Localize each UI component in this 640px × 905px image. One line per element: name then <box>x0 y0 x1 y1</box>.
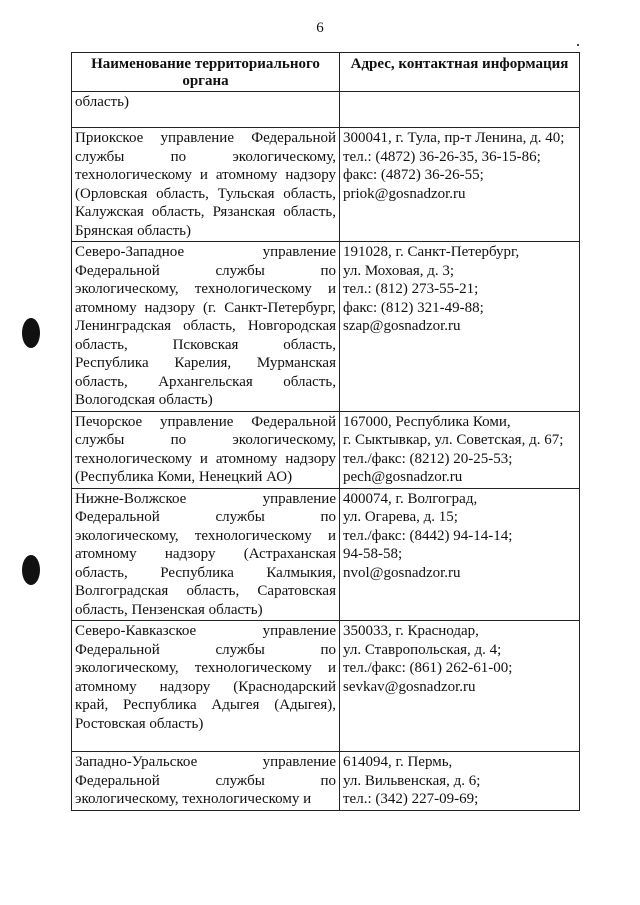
table-row <box>72 128 580 242</box>
header-address: Адрес, контактная информация <box>340 53 580 92</box>
table-row <box>72 411 580 488</box>
contact-info <box>340 752 580 811</box>
address-line: priok@gosnadzor.ru <box>343 185 466 202</box>
contact-info <box>340 488 580 621</box>
name-line: Федеральной службы по <box>75 509 336 525</box>
table-row <box>72 621 580 752</box>
address-line: 350033, г. Краснодар, <box>343 623 479 639</box>
address-line: ул. Вильвенская, д. 6; <box>343 772 481 789</box>
name-line: область, Пензенская область) <box>75 601 263 618</box>
name-line: (Орловская область, Тульская область, <box>75 185 336 202</box>
name-line: Печорское управление Федеральной <box>75 413 336 430</box>
table-row <box>72 752 580 811</box>
territorial-body-name <box>72 411 340 488</box>
name-line: экологическому, технологическому и <box>75 791 312 807</box>
address-line: nvol@gosnadzor.ru <box>343 564 461 581</box>
page-number: 6 <box>316 20 324 36</box>
address-line: pech@gosnadzor.ru <box>343 469 463 485</box>
name-line: атомному надзору (Краснодарский <box>75 678 336 695</box>
address-line: 300041, г. Тула, пр-т Ленина, д. 40; <box>343 130 565 146</box>
name-line: технологическому и атомному надзору <box>75 167 336 183</box>
name-line: Брянская область) <box>75 222 192 239</box>
address-line: тел.: (4872) 36-26-35, 36-15-86; <box>343 148 541 165</box>
address-line: 614094, г. Пермь, <box>343 754 453 770</box>
territorial-body-name <box>72 752 340 811</box>
name-line: экологическому, технологическому и <box>75 281 336 297</box>
table-row <box>72 242 580 412</box>
name-line: атомному надзору (Астраханская <box>75 546 336 562</box>
punch-hole-top <box>22 318 40 348</box>
contact-info <box>340 92 580 128</box>
name-line: Вологодская область) <box>75 392 213 408</box>
address-line: тел./факс: (8442) 94-14-14; <box>343 527 513 544</box>
name-line: Федеральной службы по <box>75 262 336 279</box>
name-line: Федеральной службы по <box>75 641 336 658</box>
name-line: технологическому и атомному надзору <box>75 450 336 467</box>
name-line: Северо-Западное управление <box>75 244 336 260</box>
name-line: экологическому, технологическому и <box>75 527 336 544</box>
territorial-body-name <box>72 488 340 621</box>
name-line: службы по экологическому, <box>75 432 336 448</box>
address-line: ул. Ставропольская, д. 4; <box>343 641 502 658</box>
name-line: край, Республика Адыгея (Адыгея), <box>75 697 336 713</box>
territorial-body-name <box>72 128 340 242</box>
contact-info <box>340 621 580 752</box>
name-line: область) <box>75 94 129 110</box>
territorial-body-name <box>72 92 340 128</box>
address-line: sevkav@gosnadzor.ru <box>343 678 476 695</box>
name-line: атомному надзору (г. Санкт-Петербург, <box>75 299 336 316</box>
address-line: тел./факс: (861) 262-61-00; <box>343 660 513 676</box>
name-line: область, Псковская область, <box>75 336 336 353</box>
header-name: Наименование территориального органа <box>72 53 340 92</box>
address-line: г. Сыктывкар, ул. Советская, д. 67; <box>343 432 564 448</box>
address-line: тел.: (342) 227-09-69; <box>343 791 479 807</box>
address-line: szap@gosnadzor.ru <box>343 318 461 334</box>
name-line: (Республика Коми, Ненецкий АО) <box>75 469 293 485</box>
name-line: Волгоградская область, Саратовская <box>75 583 336 599</box>
table-header-row <box>72 53 580 92</box>
address-line: 167000, Республика Коми, <box>343 413 511 430</box>
name-line: Западно-Уральское управление <box>75 754 336 770</box>
name-line: область, Республика Калмыкия, <box>75 564 336 581</box>
address-line: тел.: (812) 273-55-21; <box>343 281 479 297</box>
address-line: факс: (812) 321-49-88; <box>343 299 484 316</box>
address-line: факс: (4872) 36-26-55; <box>343 167 484 183</box>
scan-speck <box>577 44 579 46</box>
address-line: ул. Моховая, д. 3; <box>343 262 455 279</box>
address-line: 191028, г. Санкт-Петербург, <box>343 244 520 260</box>
name-line: экологическому, технологическому и <box>75 660 336 676</box>
punch-hole-bottom <box>22 555 40 585</box>
name-line: Федеральной службы по <box>75 772 336 789</box>
address-line: 94-58-58; <box>343 546 403 562</box>
address-line: тел./факс: (8212) 20-25-53; <box>343 450 513 467</box>
table-row <box>72 92 580 128</box>
name-line: службы по экологическому, <box>75 148 336 165</box>
contact-info <box>340 128 580 242</box>
contact-info <box>340 411 580 488</box>
name-line: Северо-Кавказское управление <box>75 623 336 639</box>
name-line: Ростовская область) <box>75 715 204 732</box>
territorial-body-name <box>72 621 340 752</box>
name-line: Ленинградская область, Новгородская <box>75 318 336 334</box>
name-line: Нижне-Волжское управление <box>75 490 336 507</box>
address-line: 400074, г. Волгоград, <box>343 490 478 507</box>
contact-info <box>340 242 580 412</box>
name-line: Приокское управление Федеральной <box>75 130 336 146</box>
name-line: область, Архангельская область, <box>75 373 336 390</box>
table-row <box>72 488 580 621</box>
address-line: ул. Огарева, д. 15; <box>343 509 458 525</box>
name-line: Калужская область, Рязанская область, <box>75 204 336 220</box>
territorial-bodies-table <box>71 52 580 811</box>
name-line: Республика Карелия, Мурманская <box>75 355 336 371</box>
territorial-body-name <box>72 242 340 412</box>
